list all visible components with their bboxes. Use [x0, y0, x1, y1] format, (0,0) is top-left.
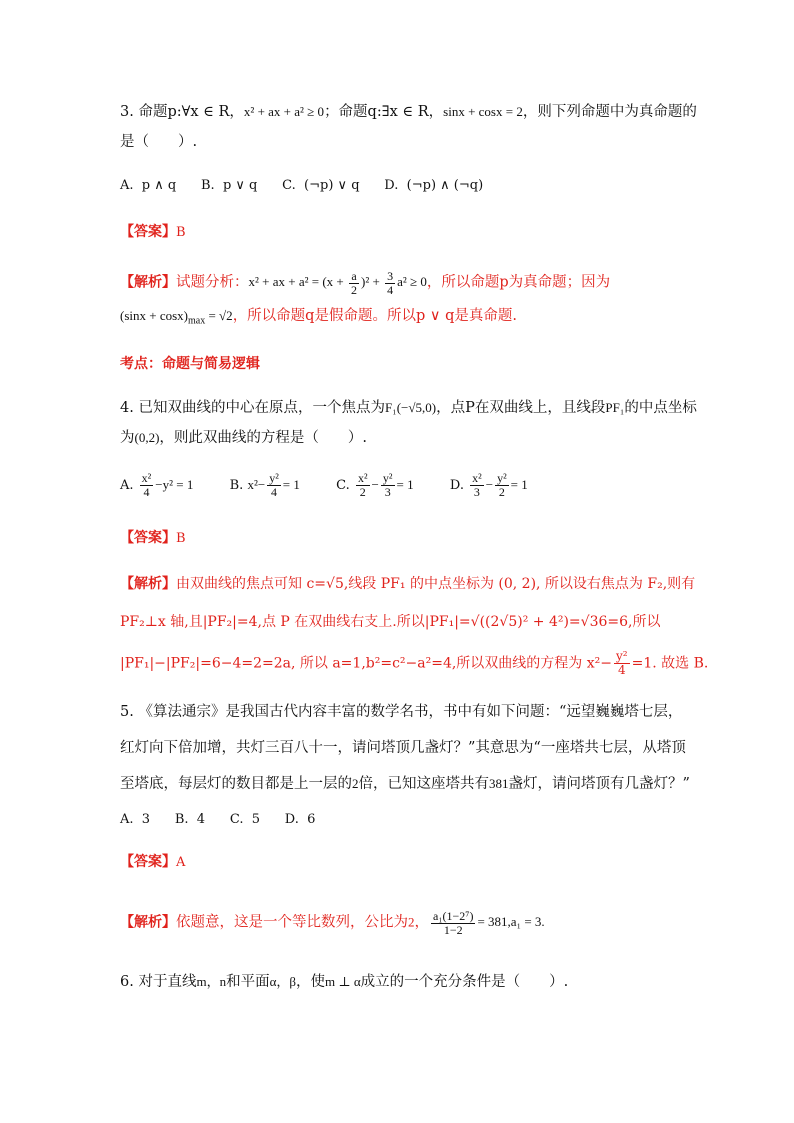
analysis-tag: 【解析】 [120, 576, 176, 592]
answer-tag: 【答案】 [120, 854, 176, 870]
analysis-tag: 【解析】 [120, 274, 176, 291]
q5-stem-line2: 红灯向下倍加增，共灯三百八十一，请问塔顶几盏灯？”其意思为“一座塔共七层，从塔顶 [120, 740, 686, 756]
q3-answer [120, 222, 186, 243]
q5-options: A. 3 B. 4 C. 5 D. 6 [120, 812, 316, 827]
q4-options [120, 472, 528, 499]
q3-analysis-line2: $(\sin x + \cos x)_{max} = √2$，所以命题q是假命题。所以p ∨ q是真命题. [120, 308, 517, 327]
q5-analysis: 【解析】依题意，这是一个等比数列，公比为2， $\frac{\text{a₁(1−2⁷)}}{1-2}$ = 381,a₁ = 3. [120, 909, 545, 937]
q5-stem-line3: 至塔底，每层灯的数目都是上一层的2倍，已知这座塔共有381盏灯，请问塔顶有几盏灯？” [120, 776, 690, 792]
q4-stem-line1: 4. 已知双曲线的中心在原点，一个焦点为F₁(−√5,0)，点P在双曲线上，且线段PF₁的中点坐标 [120, 400, 697, 416]
q4-option-b: B. x²− $\frac{\text{y²}}{4}$ = 1 [229, 471, 300, 499]
fraction: $\frac{a}{2}$ [351, 269, 357, 297]
q4-analysis-line2: PF₂⊥x 轴,且|PF₂|=4,点 P 在双曲线右支上.所以|PF₁|=√((2√5)² + 4²)=√36=6,所以 [120, 614, 661, 630]
q4-option-d: D. $\frac{\text{x²}}{3}$ − $\frac{\text{y²}}{2}$ = 1 [449, 471, 528, 499]
q4-analysis-line1: 【解析】由双曲线的焦点可知 c=√5,线段 PF₁ 的中点坐标为 (0, 2), 所以设右焦点为 F₂,则有 [120, 576, 696, 592]
answer-tag: 【答案】 [120, 224, 176, 240]
q3-number: 3. [120, 104, 134, 120]
q4-option-a: A. $\frac{\text{x²}}{4}$ −y² = 1 [120, 471, 194, 499]
q3-stem-line2: 是（ ）. [120, 134, 198, 150]
q4-analysis-line3: |PF₁|−|PF₂|=6−4=2=2a, 所以 a=1,b²=c²−a²=4,所以双曲线的方程为 x²− $\frac{\text{y²}}{4}$ =1. 故选 B. [120, 649, 709, 677]
answer-value: A [176, 855, 186, 870]
q6-stem-line1: 6. 对于直线m，n和平面α，β，使m ⊥ α成立的一个充分条件是（ ）. [120, 974, 569, 990]
q3-analysis-line1: 【解析】试题分析：x² + ax + a² = (x + $\frac{a}{2}$ )² + $\frac{3}{4}$ a² ≥ 0，所以命题p为真命题；因为 [120, 269, 611, 297]
q4-answer [120, 528, 186, 549]
answer-value: B [176, 225, 186, 240]
q3-kaodian: 考点：命题与简易逻辑 [120, 356, 260, 372]
q5-stem-line1: 5. 《算法通宗》是我国古代内容丰富的数学名书，书中有如下问题：“远望巍巍塔七层， [120, 704, 683, 720]
q3-stem-line1: 3. 命题p:∀x ∈ R，x² + ax + a² ≥ 0；命题q:∃x ∈ R，sinx + cosx = 2，则下列命题中为真命题的 [120, 104, 697, 120]
answer-value: B [176, 531, 186, 546]
fraction: $\frac{3}{4}$ [387, 269, 394, 297]
analysis-tag: 【解析】 [120, 914, 176, 931]
q4-option-c: C. $\frac{\text{x²}}{2}$ − $\frac{\text{y²}}{3}$ = 1 [336, 471, 414, 499]
answer-tag: 【答案】 [120, 530, 176, 546]
q3-options: A. p ∧ q B. p ∨ q C. (¬p) ∨ q D. (¬p) ∧ (¬q) [120, 178, 484, 193]
q4-stem-line2: 为(0,2)，则此双曲线的方程是（ ）. [120, 430, 368, 446]
fraction: $\frac{\text{a₁(1−2⁷)}}{1-2}$ [433, 909, 474, 937]
q5-answer [120, 852, 185, 873]
